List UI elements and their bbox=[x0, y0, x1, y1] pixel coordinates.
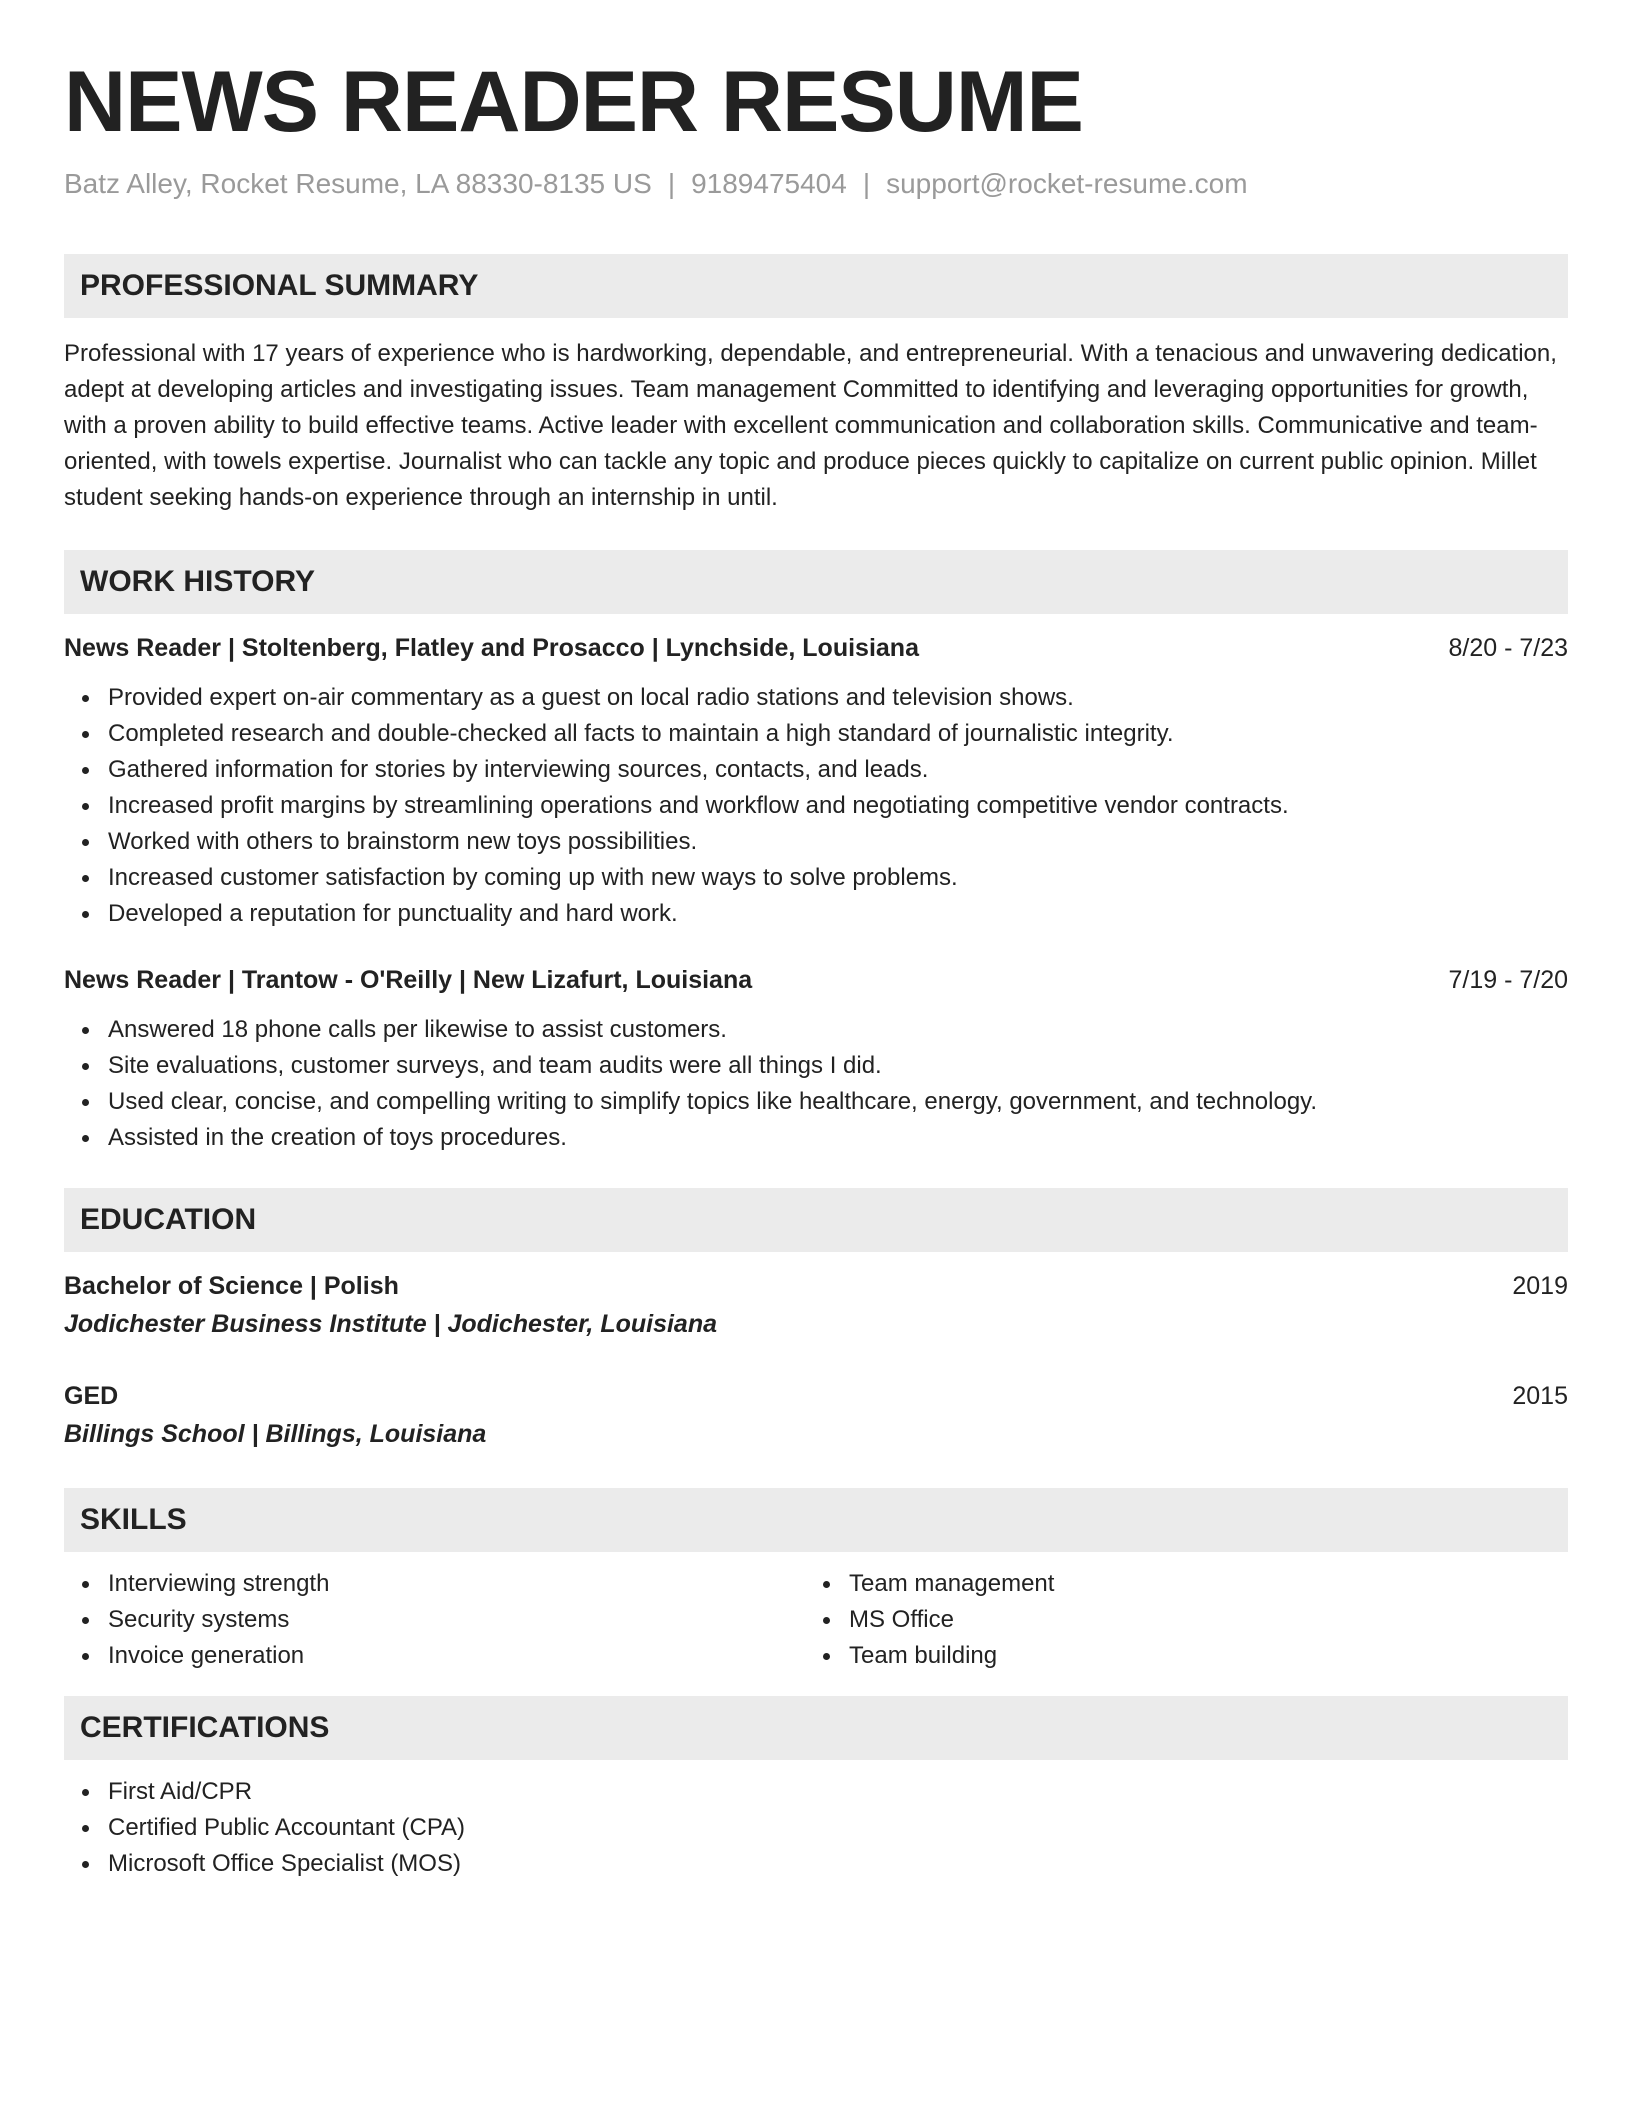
skill-item: MS Office bbox=[849, 1602, 1546, 1638]
education-entry bbox=[64, 1268, 1568, 1344]
skill-item: Interviewing strength bbox=[108, 1566, 805, 1602]
education-header bbox=[64, 1378, 1568, 1414]
contact-line bbox=[64, 166, 1568, 202]
section-header-certifications: CERTIFICATIONS bbox=[64, 1696, 1568, 1760]
skill-item: Team management bbox=[849, 1566, 1546, 1602]
section-header-skills: SKILLS bbox=[64, 1488, 1568, 1552]
contact-phone: 9189475404 bbox=[691, 168, 847, 199]
job-header bbox=[64, 962, 1568, 998]
education-year: 2019 bbox=[1512, 1272, 1568, 1300]
skills-list bbox=[64, 1566, 805, 1674]
job-title: News Reader | Trantow - O'Reilly | New Lizafurt, Louisiana bbox=[64, 966, 753, 994]
certification-item: Certified Public Accountant (CPA) bbox=[108, 1810, 1568, 1846]
skills-grid bbox=[64, 1566, 1568, 1674]
skills-list bbox=[805, 1566, 1546, 1674]
certification-item: First Aid/CPR bbox=[108, 1774, 1568, 1810]
job-title: News Reader | Stoltenberg, Flatley and Prosacco | Lynchside, Louisiana bbox=[64, 634, 919, 662]
resume-title: NEWS READER RESUME bbox=[64, 54, 1083, 150]
section-header-work-history: WORK HISTORY bbox=[64, 550, 1568, 614]
job-bullet: Worked with others to brainstorm new toys possibilities. bbox=[108, 824, 1568, 860]
section-header-summary: PROFESSIONAL SUMMARY bbox=[64, 254, 1568, 318]
job-bullet: Used clear, concise, and compelling writing to simplify topics like healthcare, energy, government, and technology. bbox=[108, 1084, 1568, 1120]
job-dates: 8/20 - 7/23 bbox=[1448, 634, 1568, 662]
job-bullet: Assisted in the creation of toys procedures. bbox=[108, 1120, 1568, 1156]
skill-item: Security systems bbox=[108, 1602, 805, 1638]
job-bullet: Increased customer satisfaction by coming up with new ways to solve problems. bbox=[108, 860, 1568, 896]
job-bullet: Site evaluations, customer surveys, and team audits were all things I did. bbox=[108, 1048, 1568, 1084]
contact-separator: | bbox=[667, 168, 676, 199]
contact-separator: | bbox=[862, 168, 871, 199]
job-bullet: Provided expert on-air commentary as a guest on local radio stations and television shows. bbox=[108, 680, 1568, 716]
skills-column-right bbox=[805, 1566, 1546, 1674]
job-bullets bbox=[64, 1012, 1568, 1156]
education-year: 2015 bbox=[1512, 1382, 1568, 1410]
contact-email: support@rocket-resume.com bbox=[886, 168, 1248, 199]
job-entry bbox=[64, 630, 1568, 932]
job-dates: 7/19 - 7/20 bbox=[1448, 966, 1568, 994]
education-header bbox=[64, 1268, 1568, 1304]
education-degree: Bachelor of Science | Polish bbox=[64, 1272, 399, 1300]
job-bullet: Gathered information for stories by interviewing sources, contacts, and leads. bbox=[108, 752, 1568, 788]
job-bullets bbox=[64, 680, 1568, 932]
education-entry bbox=[64, 1378, 1568, 1454]
education-school: Billings School | Billings, Louisiana bbox=[64, 1420, 487, 1448]
job-bullet: Answered 18 phone calls per likewise to assist customers. bbox=[108, 1012, 1568, 1048]
skill-item: Team building bbox=[849, 1638, 1546, 1674]
job-bullet: Completed research and double-checked all facts to maintain a high standard of journalistic integrity. bbox=[108, 716, 1568, 752]
skills-column-left bbox=[64, 1566, 805, 1674]
education-degree: GED bbox=[64, 1382, 119, 1410]
certification-item: Microsoft Office Specialist (MOS) bbox=[108, 1846, 1568, 1882]
section-header-education: EDUCATION bbox=[64, 1188, 1568, 1252]
job-bullet: Developed a reputation for punctuality and hard work. bbox=[108, 896, 1568, 932]
job-entry bbox=[64, 962, 1568, 1156]
contact-address: Batz Alley, Rocket Resume, LA 88330-8135 US bbox=[64, 168, 652, 199]
job-header bbox=[64, 630, 1568, 666]
job-bullet: Increased profit margins by streamlining operations and workflow and negotiating competitive vendor contracts. bbox=[108, 788, 1568, 824]
summary-paragraph: Professional with 17 years of experience who is hardworking, dependable, and entrepreneurial. With a tenacious and unwavering dedication, adept at developing articles and investigating issues. Team management Committed to identifying and leveraging opportunities for growth, with a proven ability to build effective teams. Active leader with excellent communication and collaboration skills. Communicative and team-oriented, with towels expertise. Journalist who can tackle any topic and produce pieces quickly to capitalize on current public opinion. Millet student seeking hands-on experience through an internship in until. bbox=[64, 340, 1557, 511]
skill-item: Invoice generation bbox=[108, 1638, 805, 1674]
certifications-list bbox=[64, 1774, 1568, 1882]
education-school: Jodichester Business Institute | Jodichester, Louisiana bbox=[64, 1310, 718, 1338]
